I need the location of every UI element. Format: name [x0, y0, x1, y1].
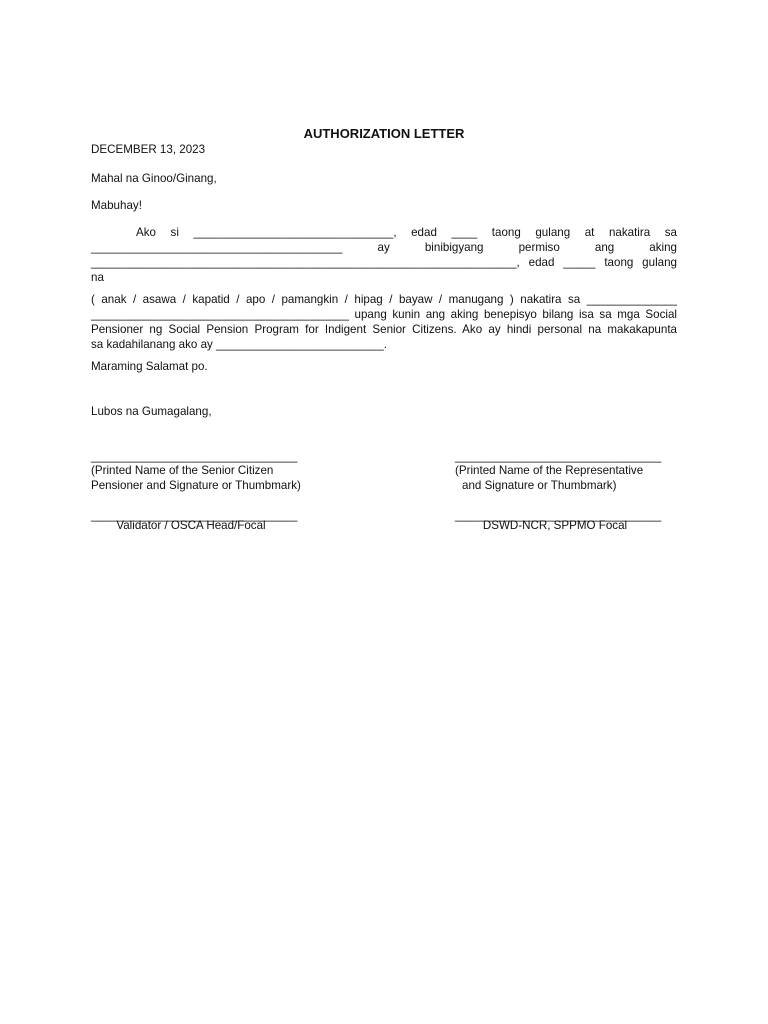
body-line-8: sa kadahilanang ako ay __________________________. [91, 338, 387, 351]
senior-label-2: Pensioner and Signature or Thumbmark) [91, 479, 301, 492]
body-line-1: Ako si _______________________________, edad ____ taong gulang at nakatira sa [136, 226, 677, 239]
salutation: Mahal na Ginoo/Ginang, [91, 172, 217, 185]
letter-title: AUTHORIZATION LETTER [303, 126, 465, 141]
rep-signature-line: ________________________________ [455, 450, 662, 463]
senior-label-1: (Printed Name of the Senior Citizen [91, 464, 274, 477]
thanks-line: Maraming Salamat po. [91, 360, 208, 373]
body-line-4: na [91, 271, 104, 284]
validator-label: Validator / OSCA Head/Focal [116, 519, 266, 532]
validator-signature-line: ________________________________ [91, 509, 298, 522]
body-line-5: ( anak / asawa / kapatid / apo / pamangkin / hipag / bayaw / manugang ) nakatira sa ______________ [91, 293, 677, 306]
body-line-7: Pensioner ng Social Pension Program for Indigent Senior Citizens. Ako ay hindi personal na makakapunta [91, 323, 677, 336]
body-line-3: __________________________________________________________________, edad _____ taong gulang [91, 256, 677, 269]
dswd-label: DSWD-NCR, SPPMO Focal [482, 519, 628, 532]
body-line-6: ________________________________________ upang kunin ang aking benepisyo bilang isa sa mga Social [91, 308, 677, 321]
senior-signature-line: ________________________________ [91, 450, 298, 463]
rep-label-2: and Signature or Thumbmark) [462, 479, 617, 492]
closing-line: Lubos na Gumagalang, [91, 405, 212, 418]
rep-label-1: (Printed Name of the Representative [455, 464, 644, 477]
letter-date: DECEMBER 13, 2023 [91, 143, 206, 156]
dswd-signature-line: ________________________________ [455, 509, 662, 522]
body-line-2: _______________________________________ ay binibigyang permiso ang aking [91, 241, 677, 254]
greeting: Mabuhay! [91, 199, 142, 212]
